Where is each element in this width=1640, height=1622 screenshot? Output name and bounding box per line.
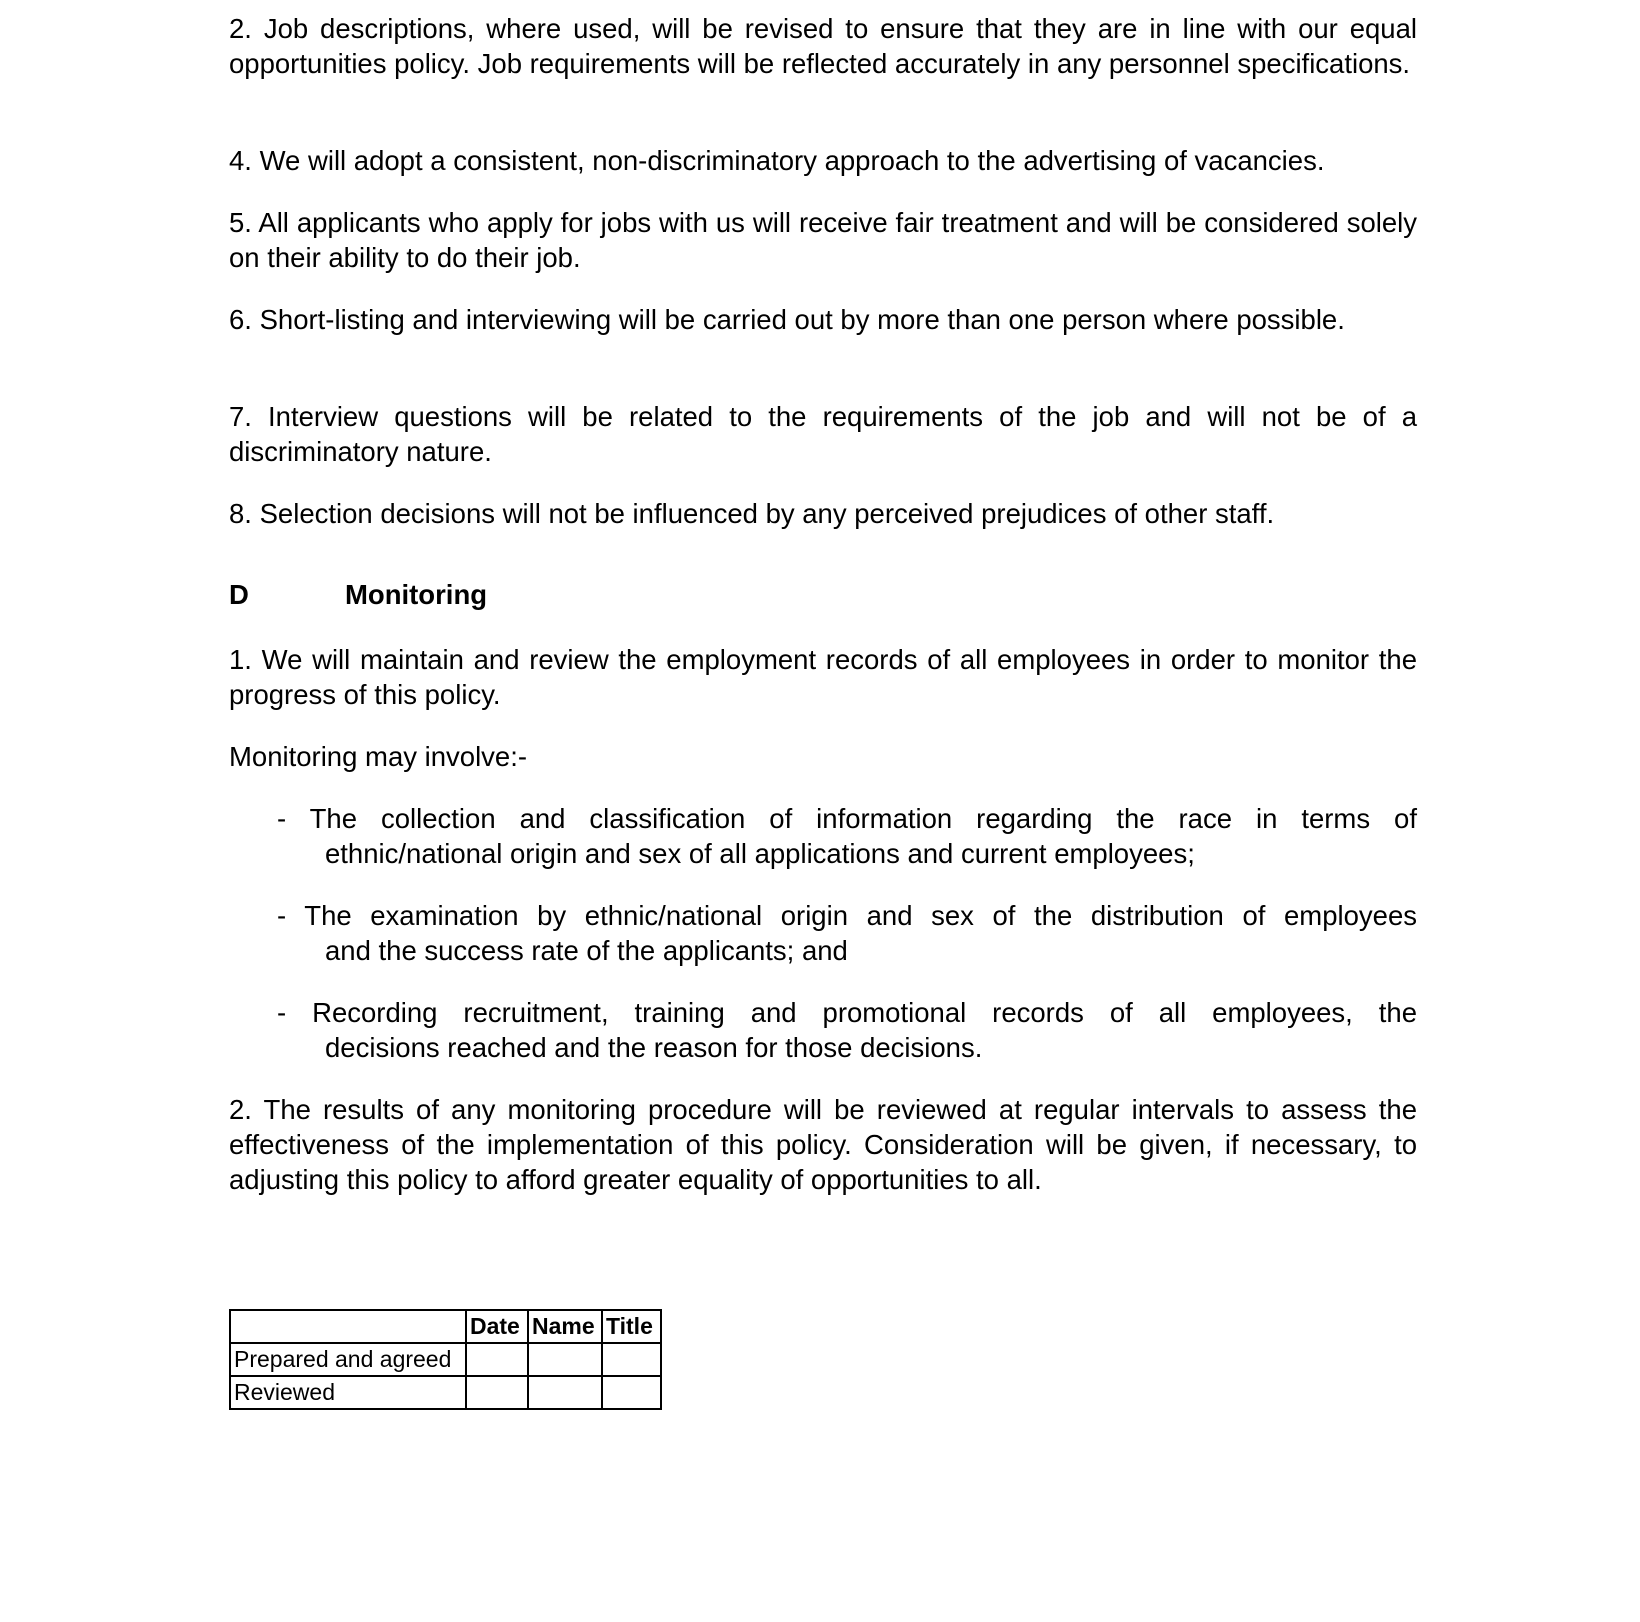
paragraph-interview-questions: 7. Interview questions will be related to the requirements of the job and will not be of a discriminatory nature. <box>229 401 1417 467</box>
table-row <box>230 1343 661 1376</box>
section-title: Monitoring <box>345 579 488 610</box>
paragraph-review-results: 2. The results of any monitoring procedure will be reviewed at regular intervals to assess the effectiveness of the implementation of this policy. Consideration will be given, if necessary, to adjusting this policy to afford greater equality of opportunities to all. <box>229 1094 1417 1195</box>
section-letter: D <box>229 579 249 610</box>
bullet-text-continued: and the success rate of the applicants; and <box>325 935 848 966</box>
row-label: Reviewed <box>230 1376 466 1409</box>
table-header-name: Name <box>528 1310 602 1343</box>
date-cell[interactable] <box>466 1343 528 1376</box>
paragraph-short-listing: 6. Short-listing and interviewing will be carried out by more than one person where possible. <box>229 304 1345 335</box>
table-row <box>230 1376 661 1409</box>
paragraph-fair-treatment: 5. All applicants who apply for jobs with us will receive fair treatment and will be considered solely on their ability to do their job. <box>229 207 1417 273</box>
bullet-item <box>277 801 1417 871</box>
paragraph-maintain-records: 1. We will maintain and review the employment records of all employees in order to monitor the progress of this policy. <box>229 644 1417 710</box>
row-label: Prepared and agreed <box>230 1343 466 1376</box>
bullet-text-continued: ethnic/national origin and sex of all applications and current employees; <box>325 838 1195 869</box>
bullet-text-continued: decisions reached and the reason for those decisions. <box>325 1032 983 1063</box>
bullet-text: - Recording recruitment, training and promotional records of all employees, the <box>277 997 1417 1028</box>
bullet-text: - The examination by ethnic/national origin and sex of the distribution of employees <box>277 900 1417 931</box>
title-cell[interactable] <box>602 1343 661 1376</box>
bullet-text: - The collection and classification of information regarding the race in terms of <box>277 803 1417 834</box>
table-header-title: Title <box>602 1310 661 1343</box>
sign-off-table <box>229 1309 662 1410</box>
bullet-item <box>277 898 1417 968</box>
date-cell[interactable] <box>466 1376 528 1409</box>
paragraph-job-descriptions: 2. Job descriptions, where used, will be revised to ensure that they are in line with our equal opportunities policy. Job requirements will be reflected accurately in any personnel specifications. <box>229 13 1417 79</box>
name-cell[interactable] <box>528 1343 602 1376</box>
paragraph-monitoring-intro: Monitoring may involve:- <box>229 741 528 772</box>
paragraph-selection-decisions: 8. Selection decisions will not be influenced by any perceived prejudices of other staff. <box>229 498 1275 529</box>
title-cell[interactable] <box>602 1376 661 1409</box>
table-header-date: Date <box>466 1310 528 1343</box>
bullet-item <box>277 995 1417 1065</box>
paragraph-advertising: 4. We will adopt a consistent, non-discriminatory approach to the advertising of vacancies. <box>229 145 1325 176</box>
name-cell[interactable] <box>528 1376 602 1409</box>
table-header-row <box>230 1310 661 1343</box>
table-header-cell <box>230 1310 466 1343</box>
